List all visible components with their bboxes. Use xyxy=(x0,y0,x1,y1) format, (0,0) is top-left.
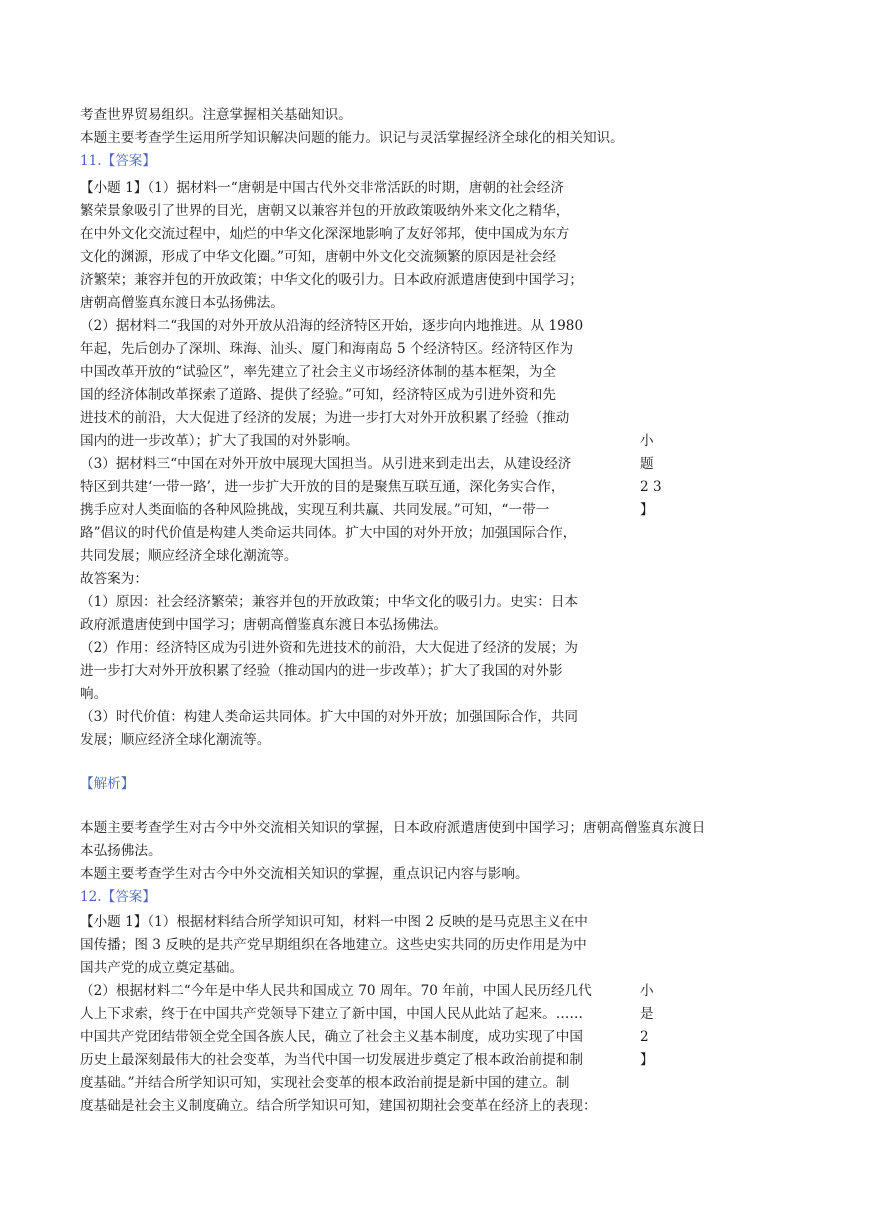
text-line: 本弘扬佛法。 xyxy=(80,843,162,859)
text-line: （2）根据材料二“今年是中华人民共和国成立 70 周年。70 年前，中国人民历经几代 xyxy=(80,983,592,999)
text-line: 国内的进一步改革）；扩大了我国的对外影响。 xyxy=(80,433,359,449)
text-line: 发展；顺应经济全球化潮流等。 xyxy=(80,732,271,748)
answer-heading-11: 11.【答案】 xyxy=(80,153,156,169)
text-line: 进技术的前沿，大大促进了经济的发展；为进一步打大对外开放积累了经验（推动 xyxy=(80,410,570,426)
text-line: 文化的渊源，形成了中华文化圈。”可知，唐朝中外文化交流频繁的原因是社会经 xyxy=(80,249,556,265)
text-line: 政府派遣唐使到中国学习；唐朝高僧鉴真东渡日本弘扬佛法。 xyxy=(80,617,448,633)
text-line: 中国改革开放的“试验区”，率先建立了社会主义市场经济体制的基本框架，为全 xyxy=(80,364,557,380)
text-line: 国共产党的成立奠定基础。 xyxy=(80,960,244,976)
text-line: 在中外文化交流过程中，灿烂的中华文化深深地影响了友好邻邦，使中国成为东方 xyxy=(80,226,570,242)
text-line: 本题主要考查学生对古今中外交流相关知识的掌握，日本政府派遣唐使到中国学习；唐朝高僧鉴真东渡日 xyxy=(80,820,706,836)
text-line: 本题主要考查学生运用所学知识解决问题的能力。识记与灵活掌握经济全球化的相关知识。 xyxy=(80,130,624,146)
text-line: 年起，先后创办了深圳、珠海、汕头、厦门和海南岛 5 个经济特区。经济特区作为 xyxy=(80,341,574,357)
overflow-fragment: 】 xyxy=(640,502,654,518)
text-line: （3）据材料三“中国在对外开放中展现大国担当。从引进来到走出去，从建设经济 xyxy=(80,456,572,472)
text-line: 唐朝高僧鉴真东渡日本弘扬佛法。 xyxy=(80,295,284,311)
overflow-fragment: 小 xyxy=(640,983,654,999)
text-line: 考查世界贸易组织。注意掌握相关基础知识。 xyxy=(80,107,352,123)
overflow-fragment: 题 xyxy=(640,456,654,472)
text-line: 进一步打大对外开放积累了经验（推动国内的进一步改革）；扩大了我国的对外影 xyxy=(80,663,563,679)
overflow-fragment: 2 3 xyxy=(640,479,662,495)
answer-heading-12: 12.【答案】 xyxy=(80,889,156,905)
text-line: 人上下求索，终于在中国共产党领导下建立了新中国，中国人民从此站了起来。…… xyxy=(80,1006,583,1022)
text-line: 共同发展；顺应经济全球化潮流等。 xyxy=(80,548,298,564)
text-line: 本题主要考查学生对古今中外交流相关知识的掌握，重点识记内容与影响。 xyxy=(80,866,529,882)
text-line: 历史上最深刻最伟大的社会变革，为当代中国一切发展进步奠定了根本政治前提和制 xyxy=(80,1052,583,1068)
text-line: 繁荣景象吸引了世界的目光，唐朝又以兼容并包的开放政策吸纳外来文化之精华， xyxy=(80,203,570,219)
analysis-heading: 【解析】 xyxy=(80,776,135,792)
text-line: 度基础。”并结合所学知识可知，实现社会变革的根本政治前提是新中国的建立。制 xyxy=(80,1075,570,1091)
text-line: 度基础是社会主义制度确立。结合所学知识可知，建国初期社会变革在经济上的表现： xyxy=(80,1098,597,1114)
text-line: 国传播；图 3 反映的是共产党早期组织在各地建立。这些史实共同的历史作用是为中 xyxy=(80,937,587,953)
text-line: 【小题 1】（1）据材料一“唐朝是中国古代外交非常活跃的时期，唐朝的社会经济 xyxy=(80,180,564,196)
overflow-fragment: 2 xyxy=(640,1029,649,1045)
text-line: 响。 xyxy=(80,686,108,702)
text-line: 特区到共建‘一带一路’，进一步扩大开放的目的是聚焦互联互通，深化务实合作， xyxy=(80,479,565,495)
text-line: 路”倡议的时代价值是构建人类命运共同体。扩大中国的对外开放；加强国际合作， xyxy=(80,525,577,541)
text-line: 携手应对人类面临的各种风险挑战，实现互利共赢、共同发展。”可知，“一带一 xyxy=(80,502,550,518)
answer-label: 故答案为： xyxy=(80,571,148,587)
overflow-fragment: 】 xyxy=(640,1052,654,1068)
text-line: （2）据材料二“我国的对外开放从沿海的经济特区开始，逐步向内地推进。从 1980 xyxy=(80,318,584,334)
text-line: （1）原因：社会经济繁荣；兼容并包的开放政策；中华文化的吸引力。史实：日本 xyxy=(80,594,579,610)
text-line: （2）作用：经济特区成为引进外资和先进技术的前沿，大大促进了经济的发展；为 xyxy=(80,640,579,656)
overflow-fragment: 是 xyxy=(640,1006,654,1022)
text-line: 中国共产党团结带领全党全国各族人民，确立了社会主义基本制度，成功实现了中国 xyxy=(80,1029,583,1045)
text-line: 国的经济体制改革探索了道路、提供了经验。”可知，经济特区成为引进外资和先 xyxy=(80,387,556,403)
text-line: 【小题 1】（1）根据材料结合所学知识可知，材料一中图 2 反映的是马克思主义在中 xyxy=(80,914,588,930)
text-line: （3）时代价值：构建人类命运共同体。扩大中国的对外开放；加强国际合作，共同 xyxy=(80,709,579,725)
text-line: 济繁荣；兼容并包的开放政策；中华文化的吸引力。日本政府派遣唐使到中国学习； xyxy=(80,272,583,288)
overflow-fragment: 小 xyxy=(640,433,654,449)
